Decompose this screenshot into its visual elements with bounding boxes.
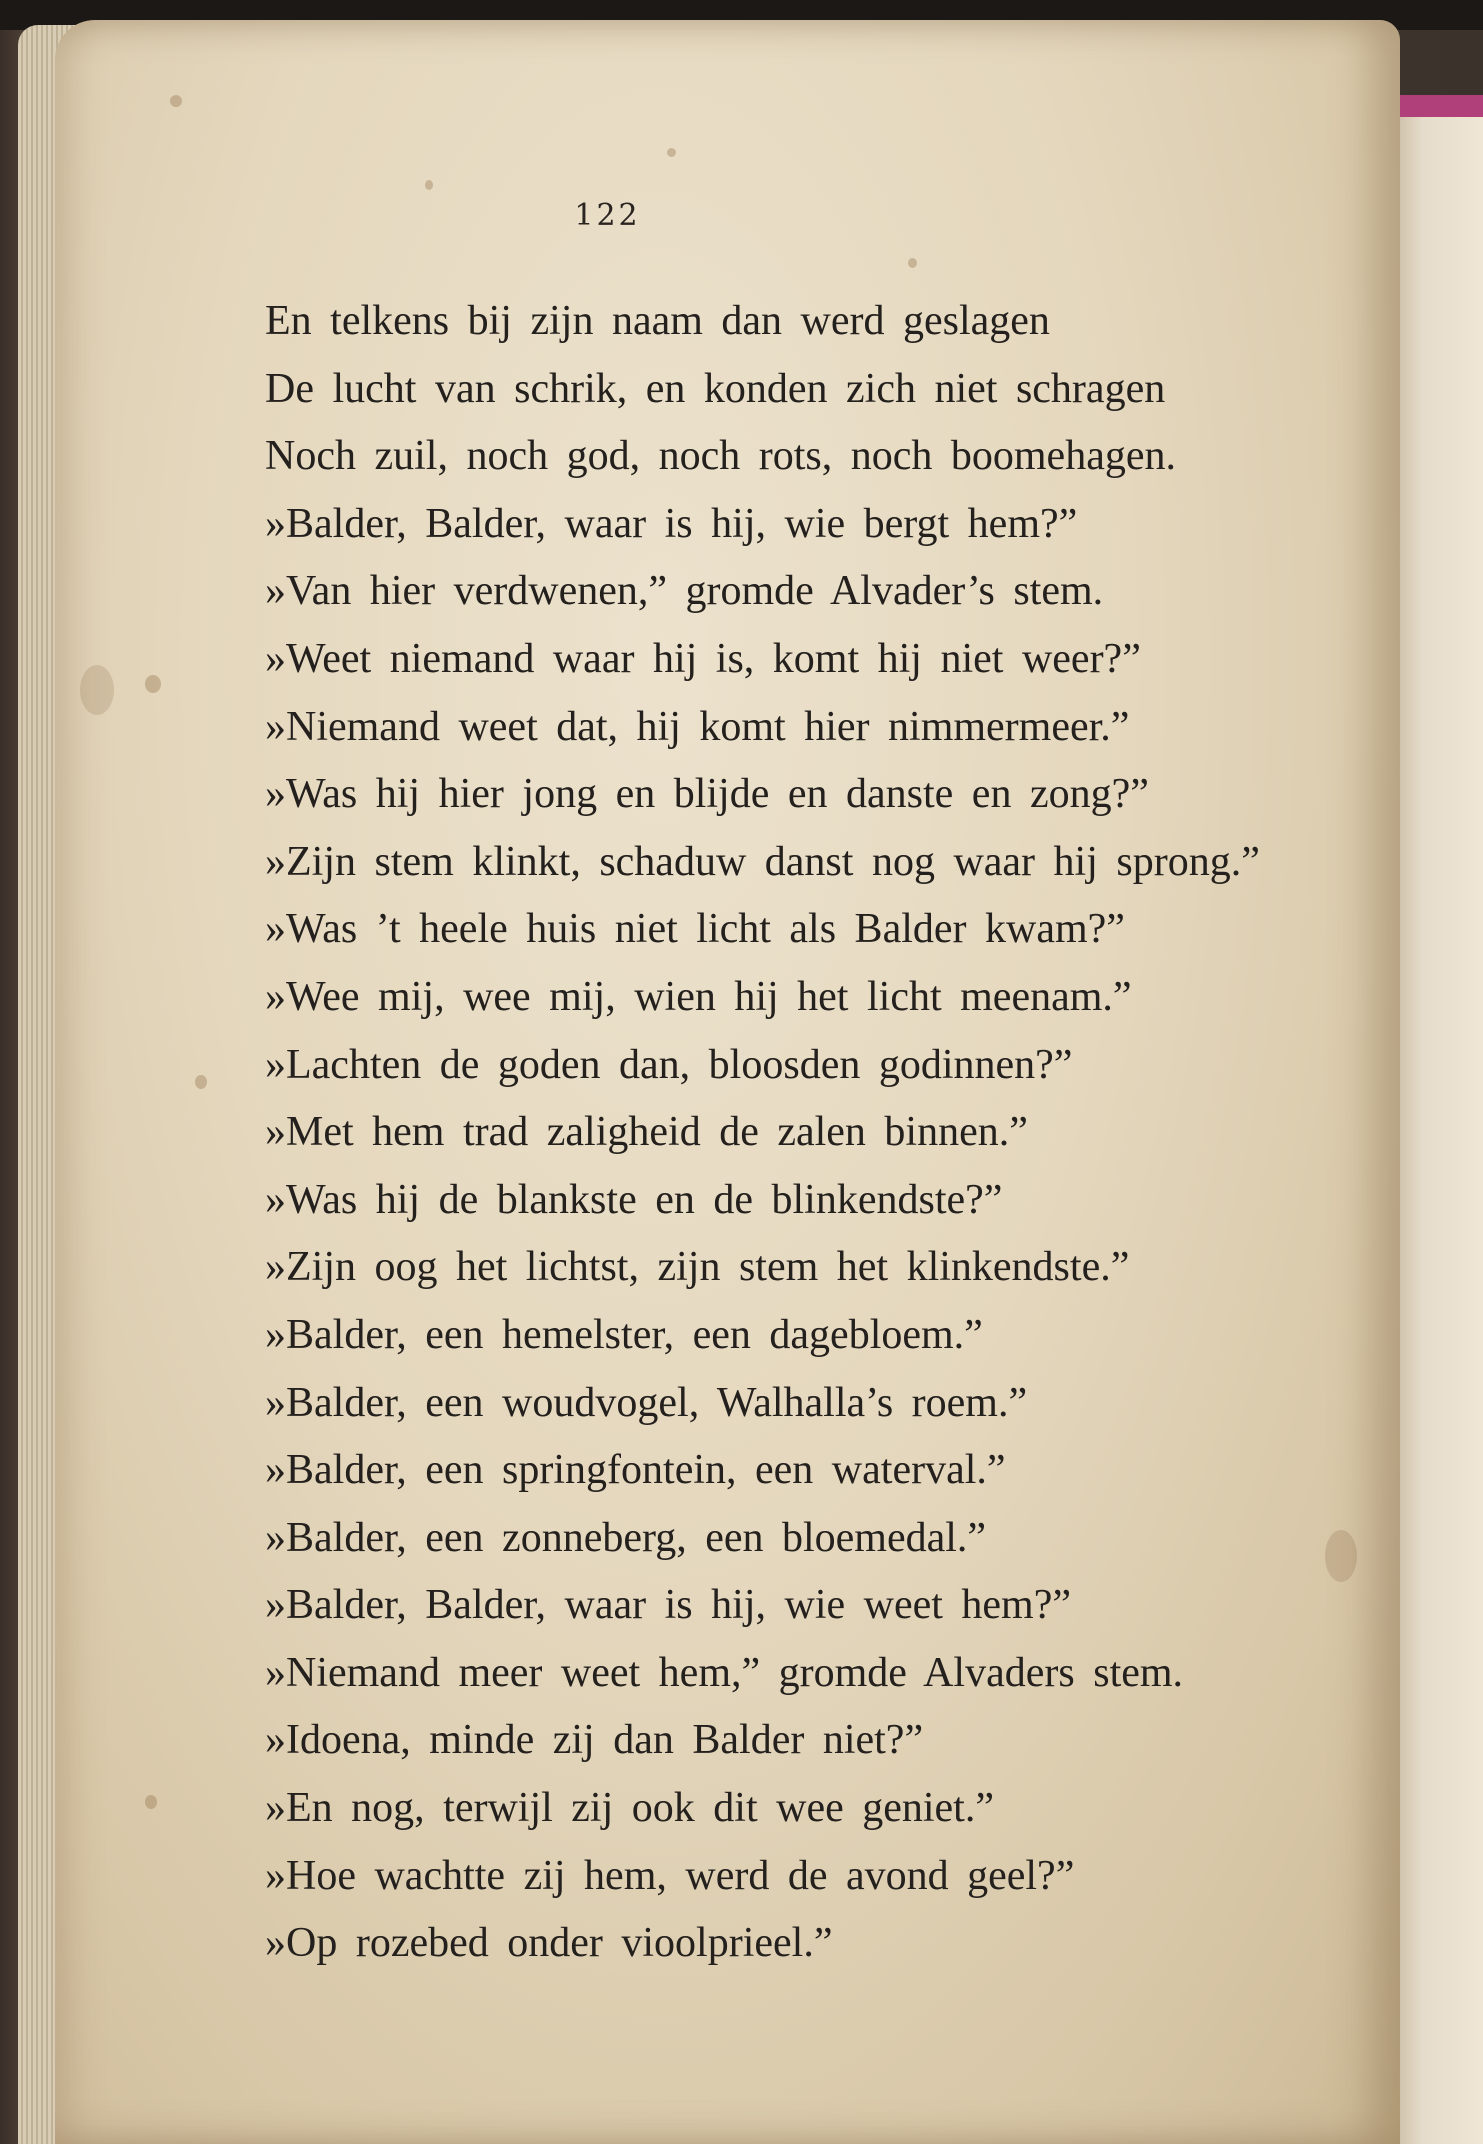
poem-line: »Idoena, minde zij dan Balder niet?”: [265, 1717, 924, 1764]
foxing-spot: [667, 148, 676, 157]
foxing-spot: [425, 180, 433, 190]
poem-line: »Niemand weet dat, hij komt hier nimmermeer.”: [265, 703, 1130, 750]
poem-line: »Balder, een springfontein, een waterval.”: [265, 1447, 1006, 1494]
poem-line: Noch zuil, noch god, noch rots, noch boomehagen.: [265, 433, 1176, 480]
poem-line: »Balder, een hemelster, een dagebloem.”: [265, 1311, 983, 1358]
poem-line: »Lachten de goden dan, bloosden godinnen?”: [265, 1041, 1073, 1088]
poem-line: »Zijn stem klinkt, schaduw danst nog waar hij sprong.”: [265, 838, 1260, 885]
poem-line: »Balder, Balder, waar is hij, wie weet hem?”: [265, 1582, 1072, 1629]
next-page-ribbon: [1388, 95, 1483, 117]
poem-line: En telkens bij zijn naam dan werd geslagen: [265, 298, 1050, 344]
poem-line: »Op rozebed onder vioolprieel.”: [265, 1920, 833, 1967]
page-number: 122: [574, 198, 641, 233]
foxing-spot: [908, 258, 917, 268]
poem-line: »Balder, een zonneberg, een bloemedal.”: [265, 1514, 987, 1561]
poem-line: »Balder, een woudvogel, Walhalla’s roem.”: [265, 1379, 1028, 1426]
poem-line: »Hoe wachtte zij hem, werd de avond geel?”: [265, 1852, 1075, 1899]
book-page: [55, 20, 1400, 2144]
poem-line: »Balder, Balder, waar is hij, wie bergt hem?”: [265, 500, 1078, 547]
poem-line: »En nog, terwijl zij ook dit wee geniet.”: [265, 1785, 994, 1832]
foxing-spot: [195, 1075, 207, 1089]
poem-line: »Was ’t heele huis niet licht als Balder kwam?”: [265, 906, 1125, 953]
next-page: [1390, 110, 1483, 2144]
poem-line: »Was hij de blankste en de blinkendste?”: [265, 1176, 1003, 1223]
poem-line: »Niemand meer weet hem,” gromde Alvaders stem.: [265, 1649, 1184, 1696]
poem-text: [265, 288, 1260, 1978]
foxing-spot: [1325, 1530, 1357, 1582]
poem-line: »Was hij hier jong en blijde en danste en zong?”: [265, 771, 1149, 818]
poem-line: »Met hem trad zaligheid de zalen binnen.”: [265, 1109, 1028, 1156]
poem-line: »Zijn oog het lichtst, zijn stem het klinkendste.”: [265, 1244, 1130, 1291]
foxing-spot: [145, 675, 161, 693]
foxing-spot: [145, 1795, 157, 1809]
poem-line: »Weet niemand waar hij is, komt hij niet weer?”: [265, 635, 1141, 682]
poem-line: »Wee mij, wee mij, wien hij het licht meenam.”: [265, 973, 1132, 1020]
foxing-spot: [170, 95, 182, 107]
poem-line: »Van hier verdwenen,” gromde Alvader’s stem.: [265, 568, 1104, 615]
foxing-spot: [80, 665, 114, 715]
poem-line: De lucht van schrik, en konden zich niet schragen: [265, 365, 1166, 412]
